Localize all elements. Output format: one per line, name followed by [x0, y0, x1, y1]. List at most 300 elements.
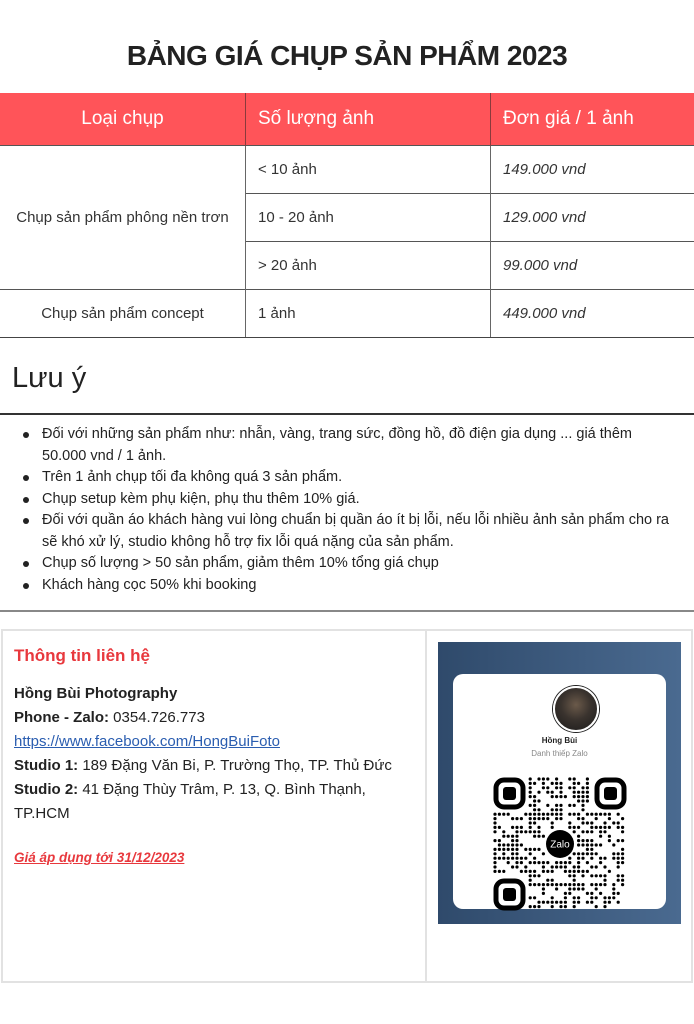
qr-dot: [529, 826, 532, 829]
qr-dot: [555, 817, 558, 820]
qr-dot: [555, 804, 558, 807]
qr-dot: [568, 777, 571, 780]
qr-dot: [586, 782, 589, 785]
qr-dot: [520, 843, 523, 846]
qr-dot: [595, 896, 598, 899]
phone-label: Phone - Zalo:: [14, 709, 109, 726]
qr-dot: [520, 861, 523, 864]
qr-dot: [586, 821, 589, 824]
qr-dot: [577, 901, 580, 904]
qr-dot: [568, 804, 571, 807]
cell-quantity: < 10 ảnh: [246, 146, 491, 194]
qr-dot: [568, 826, 571, 829]
qr-dot: [529, 879, 532, 882]
list-item: Chụp số lượng > 50 sản phẩm, giảm thêm 10% tổng giá chụp: [42, 553, 680, 575]
contact-info: [14, 644, 424, 870]
qr-dot: [586, 843, 589, 846]
qr-dot: [564, 901, 567, 904]
qr-dot: [529, 861, 532, 864]
qr-dot: [573, 865, 576, 868]
qr-dot: [586, 786, 589, 789]
qr-dot: [529, 852, 532, 855]
qr-dot: [577, 782, 580, 785]
qr-dot: [581, 795, 584, 798]
cell-quantity: 1 ảnh: [246, 290, 491, 338]
qr-dot: [573, 879, 576, 882]
qr-dot: [529, 883, 532, 886]
qr-dot: [590, 901, 593, 904]
qr-dot: [511, 857, 514, 860]
qr-dot: [502, 835, 505, 838]
qr-dot: [533, 861, 536, 864]
qr-dot: [493, 830, 496, 833]
qr-dot: [529, 896, 532, 899]
qr-dot: [559, 786, 562, 789]
qr-dot: [529, 874, 532, 877]
qr-dot: [502, 843, 505, 846]
qr-dot: [590, 896, 593, 899]
qr-dot: [515, 857, 518, 860]
cell-type: Chụp sản phẩm phông nền trơn: [0, 146, 246, 290]
qr-dot: [599, 835, 602, 838]
qr-dot: [511, 826, 514, 829]
qr-dot: [529, 786, 532, 789]
qr-dot: [551, 901, 554, 904]
qr-finder-top-right-core: [604, 787, 617, 800]
avatar: [553, 686, 599, 732]
qr-dot: [524, 865, 527, 868]
qr-dot: [581, 843, 584, 846]
qr-dot: [511, 848, 514, 851]
qr-dot: [581, 870, 584, 873]
header-quantity: Số lượng ảnh: [246, 93, 491, 146]
qr-dot: [586, 795, 589, 798]
table-header-row: [0, 93, 694, 146]
qr-dot: [586, 777, 589, 780]
qr-dot: [586, 870, 589, 873]
table-row: [0, 146, 694, 194]
qr-dot: [573, 852, 576, 855]
studio2-address: 41 Đặng Thùy Trâm, P. 13, Q. Bình Thạnh, TP.HCM: [14, 781, 366, 822]
qr-dot: [555, 782, 558, 785]
cell-quantity: 10 - 20 ảnh: [246, 194, 491, 242]
qr-dot: [608, 826, 611, 829]
qr-dot: [555, 813, 558, 816]
qr-dot: [537, 848, 540, 851]
qr-dot: [595, 813, 598, 816]
qr-dot: [568, 874, 571, 877]
qr-dot: [537, 830, 540, 833]
qr-dot: [502, 857, 505, 860]
qr-dot: [573, 870, 576, 873]
qr-dot: [590, 852, 593, 855]
notes-title: Lưu ý: [12, 362, 87, 394]
qr-dot: [612, 892, 615, 895]
qr-dot: [586, 848, 589, 851]
qr-dot: [590, 857, 593, 860]
qr-dot: [586, 901, 589, 904]
qr-dot: [551, 795, 554, 798]
qr-dot: [537, 861, 540, 864]
qr-dot: [507, 848, 510, 851]
list-item: Chụp setup kèm phụ kiện, phụ thu thêm 10% giá.: [42, 489, 680, 511]
qr-dot: [595, 843, 598, 846]
qr-dot: [537, 901, 540, 904]
qr-dot: [529, 905, 532, 908]
qr-dot: [529, 813, 532, 816]
qr-dot: [520, 830, 523, 833]
qr-dot: [621, 874, 624, 877]
qr-dot: [542, 813, 545, 816]
qr-dot: [555, 786, 558, 789]
qr-dot: [577, 861, 580, 864]
qr-dot: [551, 905, 554, 908]
qr-dot: [599, 892, 602, 895]
price-table: [0, 93, 694, 338]
qr-dot: [595, 887, 598, 890]
phone-value: 0354.726.773: [113, 709, 205, 726]
qr-dot: [590, 813, 593, 816]
qr-dot: [573, 777, 576, 780]
qr-dot: [573, 887, 576, 890]
qr-dot: [581, 857, 584, 860]
qr-dot: [559, 817, 562, 820]
studio1-label: Studio 1:: [14, 757, 79, 774]
cell-price: 149.000 vnd: [491, 146, 694, 194]
qr-dot: [621, 852, 624, 855]
qr-dot: [493, 826, 496, 829]
qr-dot: [533, 830, 536, 833]
qr-dot: [617, 892, 620, 895]
qr-dot: [520, 826, 523, 829]
qr-dot: [590, 848, 593, 851]
qr-dot: [573, 782, 576, 785]
qr-dot: [507, 813, 510, 816]
qr-dot: [621, 879, 624, 882]
qr-dot: [537, 883, 540, 886]
qr-dot: [542, 892, 545, 895]
qr-dot: [559, 782, 562, 785]
zalo-logo-label: Zalo: [550, 839, 570, 851]
zalo-card-inner: [453, 674, 666, 909]
qr-dot: [603, 896, 606, 899]
qr-dot: [603, 865, 606, 868]
qr-dot: [590, 883, 593, 886]
qr-dot: [617, 813, 620, 816]
qr-dot: [542, 870, 545, 873]
qr-dot: [608, 835, 611, 838]
qr-dot: [617, 857, 620, 860]
qr-dot: [595, 883, 598, 886]
qr-dot: [546, 804, 549, 807]
qr-dot: [586, 852, 589, 855]
qr-dot: [621, 848, 624, 851]
qr-dot: [520, 857, 523, 860]
qr-dot: [568, 861, 571, 864]
qr-dot: [568, 887, 571, 890]
qr-dot: [590, 839, 593, 842]
qr-dot: [542, 852, 545, 855]
qr-dot: [498, 870, 501, 873]
price-validity: Giá áp dụng tới 31/12/2023: [14, 850, 185, 865]
qr-dot: [542, 786, 545, 789]
qr-dot: [577, 795, 580, 798]
qr-dot: [573, 874, 576, 877]
qr-dot: [493, 852, 496, 855]
qr-dot: [573, 813, 576, 816]
qr-dot: [537, 813, 540, 816]
qr-dot: [590, 843, 593, 846]
qr-dot: [617, 901, 620, 904]
qr-dot: [515, 826, 518, 829]
qr-dot: [603, 883, 606, 886]
qr-dot: [537, 835, 540, 838]
qr-dot: [621, 830, 624, 833]
qr-dot: [529, 777, 532, 780]
qr-dot: [577, 839, 580, 842]
qr-dot: [507, 861, 510, 864]
qr-dot: [595, 826, 598, 829]
contact-heading: Thông tin liên hệ: [14, 646, 150, 665]
qr-dot: [568, 870, 571, 873]
qr-dot: [573, 791, 576, 794]
qr-dot: [577, 799, 580, 802]
qr-dot: [617, 826, 620, 829]
qr-dot: [612, 852, 615, 855]
list-item: Khách hàng cọc 50% khi booking: [42, 575, 680, 597]
qr-dot: [595, 905, 598, 908]
qr-dot: [612, 821, 615, 824]
studio1-line: [14, 754, 424, 778]
qr-finder-bottom-left-core: [503, 888, 516, 901]
list-item: Đối với những sản phẩm như: nhẫn, vàng, trang sức, đồng hồ, đồ điện gia dụng ... giá thêm 50.000 vnd / 1 ảnh.: [42, 424, 680, 467]
qr-dot: [524, 830, 527, 833]
qr-dot: [617, 839, 620, 842]
qr-dot: [511, 839, 514, 842]
qr-dot: [603, 821, 606, 824]
qr-dot: [551, 826, 554, 829]
qr-dot: [577, 813, 580, 816]
qr-dot: [555, 887, 558, 890]
qr-dot: [559, 791, 562, 794]
qr-dot: [511, 817, 514, 820]
qr-dot: [546, 861, 549, 864]
zalo-business-card: [438, 642, 681, 924]
qr-dot: [559, 883, 562, 886]
qr-dot: [533, 857, 536, 860]
qr-dot: [564, 892, 567, 895]
qr-dot: [546, 879, 549, 882]
qr-dot: [546, 870, 549, 873]
qr-dot: [555, 861, 558, 864]
qr-dot: [577, 791, 580, 794]
qr-dot: [621, 857, 624, 860]
qr-dot: [529, 782, 532, 785]
qr-dot: [603, 813, 606, 816]
qr-dot: [533, 883, 536, 886]
qr-dot: [568, 786, 571, 789]
qr-dot: [612, 887, 615, 890]
qr-dot: [599, 826, 602, 829]
qr-dot: [498, 826, 501, 829]
qr-dot: [581, 817, 584, 820]
qr-dot: [559, 808, 562, 811]
qr-dot: [502, 870, 505, 873]
qr-dot: [559, 804, 562, 807]
qr-dot: [586, 813, 589, 816]
qr-dot: [493, 839, 496, 842]
qr-dot: [533, 835, 536, 838]
qr-dot: [502, 852, 505, 855]
qr-dot: [546, 777, 549, 780]
qr-dot: [621, 839, 624, 842]
qr-dot: [542, 861, 545, 864]
qr-dot: [595, 852, 598, 855]
qr-dot: [542, 777, 545, 780]
facebook-link[interactable]: https://www.facebook.com/HongBuiFoto: [14, 733, 280, 750]
qr-dot: [537, 808, 540, 811]
qr-dot: [581, 804, 584, 807]
qr-dot: [493, 813, 496, 816]
qr-dot: [603, 901, 606, 904]
qr-dot: [511, 835, 514, 838]
qr-dot: [555, 883, 558, 886]
qr-dot: [617, 861, 620, 864]
qr-dot: [617, 865, 620, 868]
qr-dot: [612, 857, 615, 860]
qr-dot: [533, 782, 536, 785]
qr-dot: [507, 857, 510, 860]
qr-dot: [603, 826, 606, 829]
qr-dot: [599, 813, 602, 816]
qr-dot: [515, 848, 518, 851]
qr-dot: [564, 905, 567, 908]
qr-dot: [568, 892, 571, 895]
qr-dot: [621, 817, 624, 820]
qr-dot: [577, 857, 580, 860]
qr-dot: [568, 857, 571, 860]
qr-dot: [551, 865, 554, 868]
qr-dot: [581, 808, 584, 811]
qr-dot: [493, 817, 496, 820]
qr-dot: [542, 835, 545, 838]
qr-dot: [617, 852, 620, 855]
qr-dot: [498, 857, 501, 860]
qr-dot: [559, 901, 562, 904]
qr-dot: [537, 817, 540, 820]
qr-dot: [599, 830, 602, 833]
qr-dot: [511, 865, 514, 868]
qr-dot: [608, 817, 611, 820]
qr-dot: [568, 883, 571, 886]
qr-dot: [603, 874, 606, 877]
qr-dot: [590, 826, 593, 829]
qr-dot: [603, 857, 606, 860]
qr-dot: [586, 861, 589, 864]
qr-dot: [617, 821, 620, 824]
qr-dot: [498, 813, 501, 816]
qr-dot: [546, 901, 549, 904]
qr-dot: [529, 870, 532, 873]
qr-dot: [537, 799, 540, 802]
qr-dot: [520, 870, 523, 873]
qr-dot: [493, 870, 496, 873]
qr-dot: [533, 896, 536, 899]
qr-dot: [586, 791, 589, 794]
qr-dot: [617, 874, 620, 877]
qr-dot: [524, 870, 527, 873]
qr-dot: [564, 795, 567, 798]
qr-dot: [573, 896, 576, 899]
qr-dot: [599, 843, 602, 846]
qr-dot: [559, 813, 562, 816]
qr-dot: [537, 905, 540, 908]
qr-finder-top-left-core: [503, 787, 516, 800]
qr-dot: [608, 896, 611, 899]
qr-dot: [502, 848, 505, 851]
qr-dot: [537, 791, 540, 794]
qr-dot: [573, 883, 576, 886]
zalo-name: Hồng Bùi: [541, 736, 578, 745]
cell-price: 99.000 vnd: [491, 242, 694, 290]
qr-dot: [537, 777, 540, 780]
qr-dot: [581, 839, 584, 842]
qr-dot: [524, 848, 527, 851]
qr-dot: [603, 830, 606, 833]
qr-dot: [537, 826, 540, 829]
qr-dot: [555, 901, 558, 904]
qr-dot: [599, 857, 602, 860]
qr-dot: [533, 905, 536, 908]
qr-dot: [577, 883, 580, 886]
qr-dot: [573, 804, 576, 807]
qr-dot: [529, 821, 532, 824]
qr-dot: [595, 817, 598, 820]
qr-dot: [515, 861, 518, 864]
qr-dot: [555, 777, 558, 780]
qr-dot: [590, 865, 593, 868]
qr-dot: [533, 804, 536, 807]
studio1-address: 189 Đặng Văn Bi, P. Trường Thọ, TP. Thủ Đức: [82, 757, 392, 774]
qr-dot: [586, 830, 589, 833]
business-name: Hồng Bùi Photography: [14, 685, 178, 702]
notes-divider: [0, 413, 694, 415]
qr-dot: [595, 865, 598, 868]
qr-dot: [551, 883, 554, 886]
qr-dot: [515, 843, 518, 846]
qr-dot: [546, 786, 549, 789]
qr-dot: [502, 830, 505, 833]
qr-dot: [515, 839, 518, 842]
qr-dot: [533, 817, 536, 820]
qr-dot: [493, 848, 496, 851]
qr-dot: [555, 865, 558, 868]
qr-dot: [515, 835, 518, 838]
page-title: BẢNG GIÁ CHỤP SẢN PHẨM 2023: [126, 40, 568, 71]
qr-dot: [581, 791, 584, 794]
qr-dot: [586, 799, 589, 802]
qr-dot: [621, 861, 624, 864]
qr-dot: [590, 892, 593, 895]
qr-dot: [564, 883, 567, 886]
cell-type: Chụp sản phẩm concept: [0, 290, 246, 338]
zalo-subtitle: Danh thiếp Zalo: [531, 749, 588, 758]
contact-column-divider: [425, 629, 427, 983]
qr-dot: [542, 883, 545, 886]
qr-dot: [559, 905, 562, 908]
qr-dot: [542, 887, 545, 890]
qr-code-icon[interactable]: [493, 777, 627, 911]
